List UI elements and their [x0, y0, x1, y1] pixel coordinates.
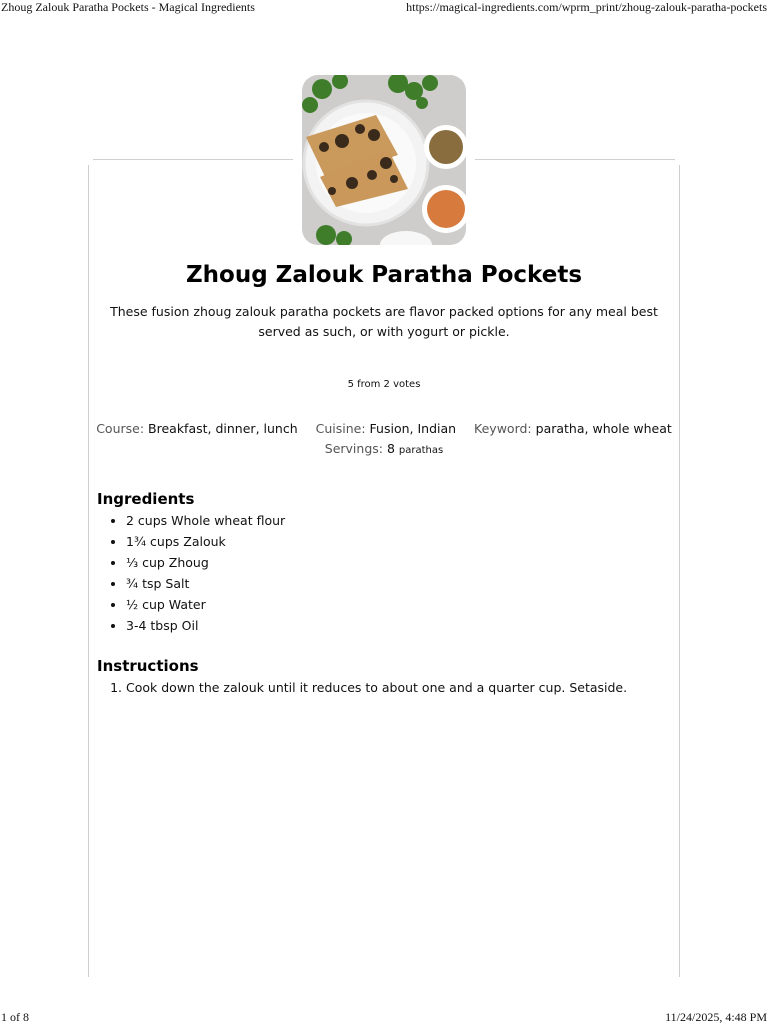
- meta-keyword: [474, 421, 672, 436]
- servings-label: Servings:: [324, 441, 383, 456]
- keyword-label: Keyword:: [474, 421, 532, 436]
- ingredients-heading: Ingredients: [97, 490, 195, 508]
- print-datetime: 11/24/2025, 4:48 PM: [665, 1010, 767, 1024]
- recipe-meta-row: [0, 421, 768, 436]
- instruction-step: 1. Cook down the zalouk until it reduces to about one and a quarter cup. Setaside.: [126, 679, 627, 697]
- servings-value[interactable]: 8: [386, 441, 395, 456]
- ingredient-item: • 1¾ cups Zalouk: [126, 533, 285, 554]
- cuisine-label: Cuisine:: [315, 421, 366, 436]
- keyword-value: paratha, whole wheat: [535, 421, 672, 436]
- recipe-servings-row: [0, 441, 768, 456]
- ingredient-item: • 2 cups Whole wheat flour: [126, 512, 285, 533]
- cuisine-value: Fusion, Indian: [369, 421, 457, 436]
- meta-cuisine: [316, 421, 460, 436]
- instructions-list: [97, 679, 627, 697]
- ingredient-item: • ½ cup Water: [126, 596, 285, 617]
- print-url: https://magical-ingredients.com/wprm_print/zhoug-zalouk-paratha-pockets: [406, 0, 767, 14]
- recipe-rating: 5 from 2 votes: [347, 379, 421, 390]
- print-page-title: Zhoug Zalouk Paratha Pockets - Magical Ingredients: [1, 0, 255, 14]
- recipe-summary: These fusion zhoug zalouk paratha pockets are flavor packed options for any meal best served as such, or with yogurt or pickle.: [110, 304, 658, 339]
- course-value: Breakfast, dinner, lunch: [148, 421, 298, 436]
- card-top-rule-left: [93, 159, 293, 160]
- print-page-count: 1 of 8: [1, 1010, 29, 1024]
- recipe-title: Zhoug Zalouk Paratha Pockets: [185, 262, 583, 288]
- ingredients-list: [97, 512, 285, 638]
- card-top-rule-right: [475, 159, 675, 160]
- meta-course: [96, 421, 301, 436]
- instructions-heading: Instructions: [97, 657, 199, 675]
- recipe-image: [302, 75, 466, 245]
- servings-unit: parathas: [398, 445, 444, 456]
- ingredient-item: • ¾ tsp Salt: [126, 575, 285, 596]
- ingredient-item: • 3-4 tbsp Oil: [126, 617, 285, 638]
- ingredient-item: • ⅓ cup Zhoug: [126, 554, 285, 575]
- course-label: Course:: [96, 421, 145, 436]
